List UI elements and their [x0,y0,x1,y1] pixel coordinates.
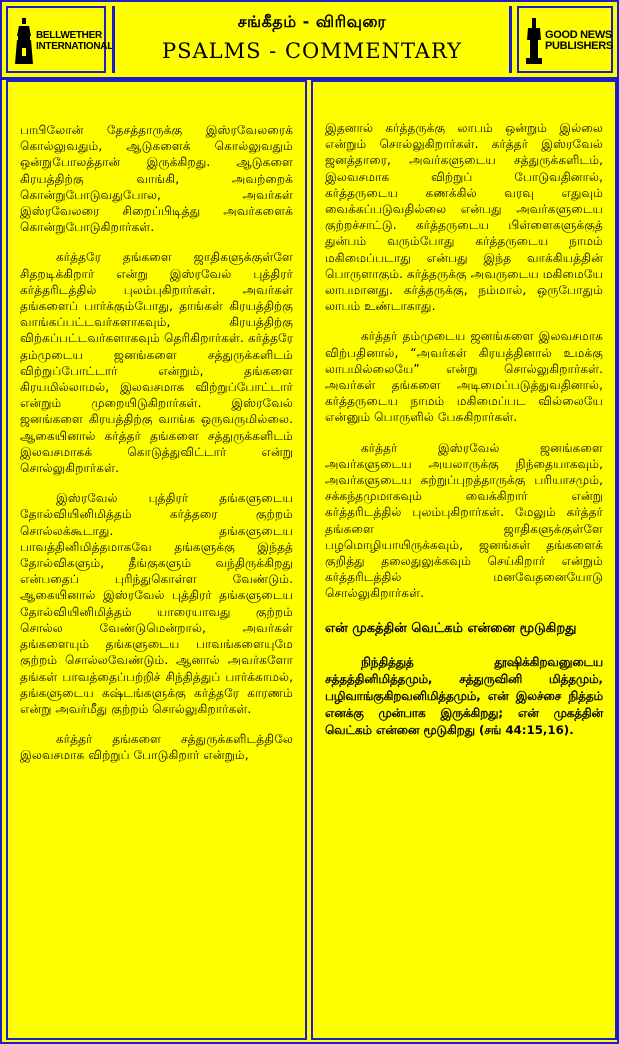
left-paragraph-4: கர்த்தர் தங்களை சத்துருக்களிடத்திலே இலவசமாக விற்றுப் போடுகிறார் என்றும், [20,732,293,763]
right-paragraph-1: இதனால் கர்த்தருக்கு லாபம் ஒன்றும் இல்லை என்றும் சொல்லுகிறார்கள். கர்த்தர் இஸ்ரவேல் ஜனத்தாரை, அவர்களுடைய சத்துருக்களிடம், இலவசமாக விற்றுப் போடுவதினால், கர்த்தருடைய கணக்கில் வரவு எதுவும் வைக்கப்படுவதில்லை என்பது அவர்களுடைய குற்றச்சாட்டு. கர்த்தருடைய பிள்ளைகளுக்குத் துன்பம் வரும்போது கர்த்தருடைய நாமம் மகிமைப்படாது என்பது இந்த வாக்கியத்தின் பொருளாகும். கர்த்தருக்கு அவருடைய மகிமையே லாபமானது. கர்த்தருக்கு, நம்மால், ஒருபோதும் லாபம் உண்டாகாது. [325,121,603,314]
good-news-logo-line2: PUBLISHERS [545,40,613,52]
page-header [2,2,617,80]
title-box [112,6,512,73]
right-column [311,80,617,1040]
left-column [6,80,307,1040]
bellwether-logo-text [36,30,113,52]
right-paragraph-3: கர்த்தர் இஸ்ரவேல் ஜனங்களை அவர்களுடைய அயலாருக்கு நிந்தையாகவும், அவர்களுடைய சுற்றுப்புறத்தாருக்கு பரியாசமும், சக்கந்தமுமாகவும் வைக்கிறார் என்று கர்த்தரிடத்தில் புலம்புகிறார்கள். மேலும் கர்த்தர் தங்களை ஜாதிகளுக்குள்ளே பழமொழியாயிருக்கவும், ஜனங்கள் தங்களைக் குறித்து தலைதுலுக்கவும் செய்கிறார் என்றும் கர்த்தரிடத்தில் மனவேதனையோடு சொல்லுகிறார்கள். [325,440,603,601]
good-news-logo [517,6,613,73]
lamp-icon [525,18,543,66]
bellwether-logo-line2: INTERNATIONAL [36,41,114,52]
page-title-english: PSALMS - COMMENTARY [161,39,462,63]
page-title-tamil: சங்கீதம் - விரிவுரை [237,12,387,31]
bellwether-logo [6,6,114,73]
right-paragraph-2: கர்த்தர் தம்முடைய ஜனங்களை இலவசமாக விற்பதினால், “அவர்கள் கிரயத்தினால் உமக்கு லாபமில்லையே” என்று சொல்லுகிறார்கள். அவர்கள் தங்களை அடிமைப்படுத்துவதினால், கர்த்தருடைய நாமம் மகிமைப்பட வில்லையே என்னும் பொருளில் பேசுகிறார்கள். [325,329,603,425]
good-news-logo-line1: GOOD NEWS [545,29,612,41]
left-paragraph-3: இஸ்ரவேல் புத்திரர் தங்களுடைய தோல்வியினிமித்தம் கர்த்தரை குற்றம் சொல்லக்கூடாது. தங்களுடைய பாவத்தினிமித்தமாகவே தங்களுக்கு இந்தத் தோல்விகளும், தீங்குகளும் வந்திருக்கிறது என்பதைப் புரிந்துகொள்ள வேண்டும். ஆகையினால் இஸ்ரவேல் புத்திரர் தங்களுடைய தோல்வியினிமித்தம் யாரையாவது குற்றம் சொல்ல வேண்டுமென்றால், அவர்கள் தங்களையும் தங்களுடைய பாவங்களையுமே குற்றம் சொல்லவேண்டும். ஆனால் அவர்களோ தங்கள் பாவத்தைப்பற்றிச் சிந்தித்துப் பார்க்காமல், தங்களுடைய கஷ்டங்களுக்கு கர்த்தரே காரணம் என்று அவர்மீது குற்றம் சொல்லுகிறார்கள். [20,491,293,716]
scripture-quote: நிந்தித்துத் தூஷிக்கிறவனுடைய சத்தத்தினிமித்தமும், சத்துருவினி மித்தமும், பழிவாங்குகிறவனிமித்தமும், என் இலச்சை நித்தம் எனக்கு முன்பாக இருக்கிறது; என் முகத்தின் வெட்கம் என்னை மூடுகிறது (சங் 44:15,16). [325,654,603,737]
left-paragraph-2: கர்த்தரே தங்களை ஜாதிகளுக்குள்ளே சிதறடிக்கிறார் என்று இஸ்ரவேல் புத்திரர் கர்த்தரிடத்தில் புலம்புகிறார்கள். அவர்கள் தங்களைப் பார்க்கும்போது, தாங்கள் கிரயத்திற்கு வாங்கப்பட்டவர்களாகவும், கிரயத்திற்கு விற்கப்பட்டவர்களாகவும் தெரிகிறார்கள். கர்த்தரே தம்முடைய ஜனங்களை சத்துருக்களிடம் விற்றுப்போட்டார் என்றும், தங்களை கிரயமில்லாமல், இலவசமாக விற்றுப்போட்டார் என்றும் முறையிடுகிறார்கள். இஸ்ரவேல் ஜனங்களை கிரயத்திற்கு வாங்க ஒருவருமில்லை. ஆகையினால் கர்த்தர் தங்களை சத்துருக்களிடம் இலவசமாகக் கொடுத்துவிட்டார் என்று சொல்லுகிறார்கள். [20,250,293,476]
section-heading: என் முகத்தின் வெட்கம் என்னை மூடுகிறது [325,620,577,636]
good-news-logo-text [545,30,613,52]
bellwether-logo-line1: BELLWETHER [36,30,102,41]
bell-tower-icon [14,18,34,66]
left-paragraph-1: பாபிலோன் தேசத்தாருக்கு இஸ்ரவேலரைக் கொல்லுவதும், ஆடுகளைக் கொல்லுவதும் ஒன்றுபோலத்தான் இருக்கிறது. ஆடுகளை கிரயத்திற்கு வாங்கி, அவற்றைக் கொன்றுபோடுவதுபோல, அவர்கள் இஸ்ரவேலரை சிறைப்பிடித்து அவர்களைக் கொன்றுபோடுகிறார்கள். [20,123,293,235]
